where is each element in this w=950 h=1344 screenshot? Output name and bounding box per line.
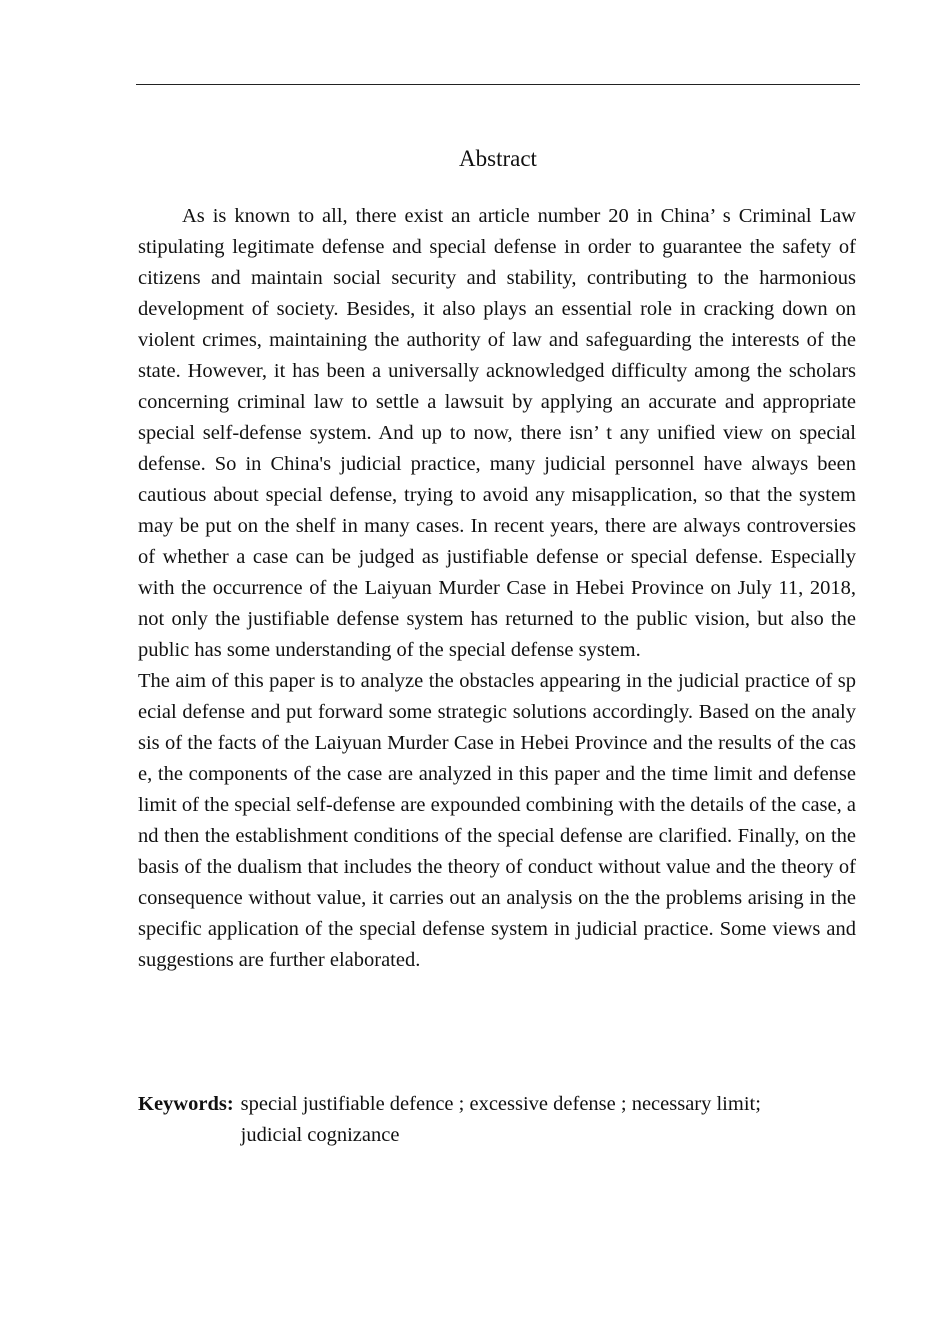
keywords-section [138, 1089, 856, 1151]
abstract-title: Abstract [459, 146, 537, 171]
abstract-paragraph-1: As is known to all, there exist an article number 20 in China’ s Criminal Law stipulating legitimate defense and special defense in order to guarantee the safety of citizens and maintain social security and stability, contributing to the harmonious development of society. Besides, it also plays an essential role in cracking down on violent crimes, maintaining the authority of law and safeguarding the interests of the state. However, it has been a universally acknowledged difficulty among the scholars concerning criminal law to settle a lawsuit by applying an accurate and appropriate special self-defense system. And up to now, there isn’ t any unified view on special defense. So in China's judicial practice, many judicial personnel have always been cautious about special defense, trying to avoid any misapplication, so that the system may be put on the shelf in many cases. In recent years, there are always controversies of whether a case can be judged as justifiable defense or special defense. Especially with the occurrence of the Laiyuan Murder Case in Hebei Province on July 11, 2018, not only the justifiable defense system has returned to the public vision, but also the public has some understanding of the special defense system. [138, 205, 856, 661]
keywords-label: Keywords: [138, 1093, 234, 1115]
keywords-value: special justifiable defence ; excessive defense ; necessary limit; judicial cognizance [240, 1093, 761, 1146]
abstract-body [138, 201, 856, 976]
abstract-paragraph-2: The aim of this paper is to analyze the obstacles appearing in the judicial practice of special defense and put forward some strategic solutions accordingly. Based on the analysis of the facts of the Laiyuan Murder Case in Hebei Province and the results of the case, the components of the case are analyzed in this paper and the time limit and defense limit of the special self-defense are expounded combining with the details of the case, and then the establishment conditions of the special defense are clarified. Finally, on the basis of the dualism that includes the theory of conduct without value and the theory of consequence without value, it carries out an analysis on the the problems arising in the specific application of the special defense system in judicial practice. Some views and suggestions are further elaborated. [138, 670, 856, 971]
header-rule [136, 84, 860, 85]
